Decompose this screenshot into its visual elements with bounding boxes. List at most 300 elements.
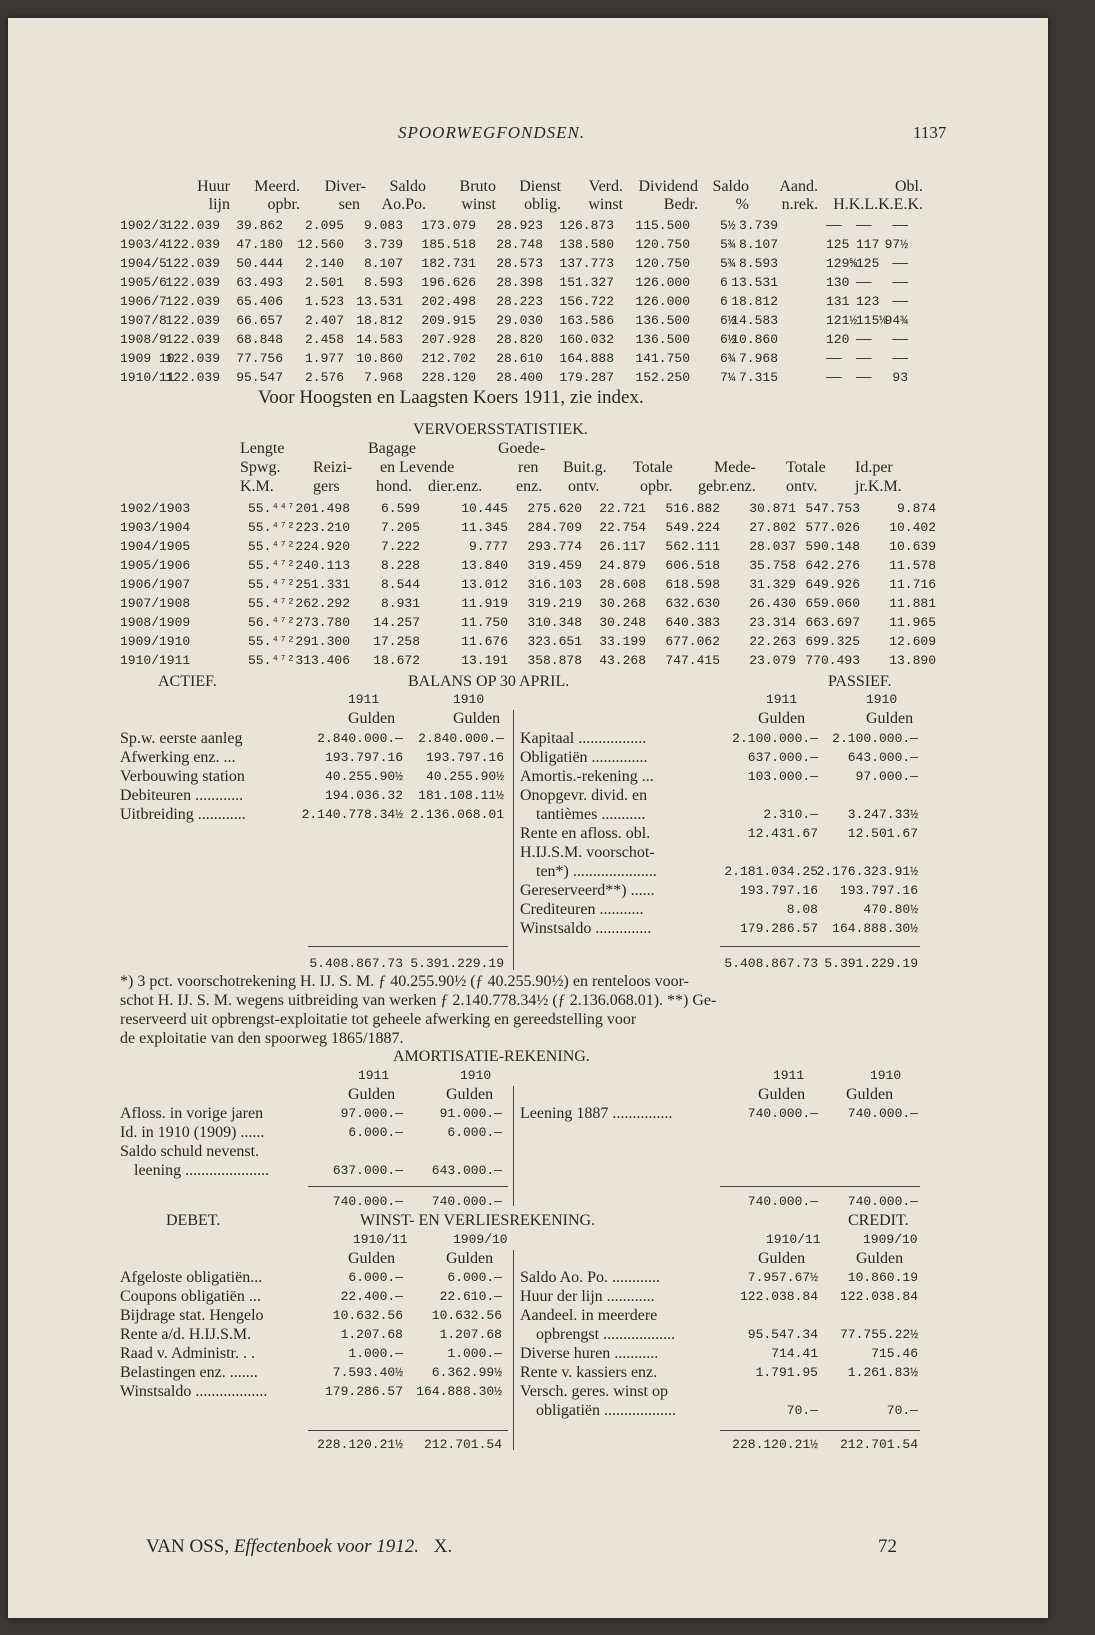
t1-cell: 164.888 (559, 351, 614, 366)
balance-year: 1911 (766, 692, 798, 707)
pl-left-value: 1.000.— (447, 1346, 502, 1361)
t1-cell: 8.593 (363, 275, 403, 290)
t1-cell: 122.039 (165, 275, 220, 290)
t2-cell: 7.222 (380, 539, 420, 554)
footer-publisher: VAN OSS, (146, 1536, 230, 1557)
t2-cell: 547.753 (805, 501, 860, 516)
balance-right-value: 12.501.67 (847, 826, 918, 841)
balance-footnote: de exploitatie van den spoorweg 1865/1887. (120, 1030, 404, 1047)
pl-left-value: 164.888.30½ (416, 1384, 502, 1399)
pl-left-value: 6.362.99½ (431, 1365, 502, 1380)
t1-header: winst (461, 196, 496, 213)
t2-header: Lengte (240, 440, 285, 457)
t1-cell: 39.862 (236, 218, 283, 233)
t2-cell: 26.430 (749, 596, 796, 611)
t2-cell: 30.248 (599, 615, 646, 630)
t2-cell: 55.⁴⁷² (248, 634, 295, 649)
amortisation-left-value: 91.000.— (439, 1106, 502, 1121)
t1-cell: 94¾ (884, 313, 908, 328)
t2-header: en Levende (380, 459, 455, 476)
balance-left-heading: ACTIEF. (158, 673, 217, 690)
t1-cell: 138.580 (559, 237, 614, 252)
t2-year: 1910/1911 (120, 653, 191, 668)
t1-cell: 6½ (720, 313, 736, 328)
t2-cell: 18.672 (373, 653, 420, 668)
t2-cell: 8.228 (380, 558, 420, 573)
t2-cell: 663.697 (805, 615, 860, 630)
t2-cell: 11.965 (889, 615, 936, 630)
t1-cell: 2.576 (304, 370, 344, 385)
pl-right-label: Aandeel. in meerdere (520, 1307, 658, 1324)
pl-right-value: 7.957.67½ (747, 1270, 818, 1285)
t2-cell: 358.878 (527, 653, 582, 668)
t1-cell: 228.120 (421, 370, 476, 385)
balance-unit: Gulden (758, 710, 806, 727)
t1-cell: 120 (826, 332, 850, 347)
pl-total: 212.701.54 (839, 1437, 918, 1452)
page-number: 1137 (913, 123, 947, 142)
t2-cell: 6.599 (380, 501, 420, 516)
t1-cell: 5¾ (720, 237, 736, 252)
balance-left-value: 193.797.16 (324, 750, 403, 765)
pl-year: 1910/11 (353, 1232, 408, 1247)
t2-header: Totale (633, 459, 673, 476)
pl-right-label: Diverse huren ........... (520, 1345, 659, 1362)
t1-cell: 182.731 (421, 256, 476, 271)
pl-left-value: 7.593.40½ (332, 1365, 403, 1380)
balance-right-value: 2.181.034.25 (724, 864, 818, 879)
t1-cell: 8.593 (738, 256, 778, 271)
balance-left-label: Debiteuren ............ (120, 787, 244, 804)
t1-cell: 18.812 (731, 294, 778, 309)
pl-left-value: 6.000.— (447, 1270, 502, 1285)
pl-divider (513, 1250, 514, 1450)
t1-note: Voor Hoogsten en Laagsten Koers 1911, zie index. (258, 387, 644, 408)
t2-cell: 56.⁴⁷² (248, 615, 295, 630)
t1-header: % (735, 196, 749, 213)
t2-header: Totale (786, 459, 826, 476)
amortisation-right-value: 740.000.— (747, 1106, 818, 1121)
amortisation-year: 1910 (460, 1068, 492, 1083)
t2-cell: 606.518 (665, 558, 720, 573)
t1-cell: —— (856, 332, 872, 347)
t2-cell: 10.445 (461, 501, 508, 516)
t1-cell: 136.500 (635, 313, 690, 328)
t2-year: 1902/1903 (120, 501, 191, 516)
t1-cell: 141.750 (635, 351, 690, 366)
pl-left-value: 10.632.56 (431, 1308, 502, 1323)
balance-right-label: Gereserveerd**) ...... (520, 882, 655, 899)
t1-cell: 28.923 (496, 218, 543, 233)
t2-cell: 310.348 (527, 615, 582, 630)
t1-cell: 5½ (720, 218, 736, 233)
t1-cell: 28.820 (496, 332, 543, 347)
amortisation-left-label: leening ..................... (134, 1162, 270, 1179)
t2-header: ontv. (786, 478, 818, 495)
t1-cell: 13.531 (356, 294, 403, 309)
t2-cell: 8.544 (380, 577, 420, 592)
t1-header: Diver- (324, 178, 366, 195)
t2-cell: 319.459 (527, 558, 582, 573)
amortisation-unit: Gulden (446, 1086, 494, 1103)
t1-cell: 77.756 (236, 351, 283, 366)
t2-cell: 251.331 (295, 577, 350, 592)
t1-cell: 126.873 (559, 218, 614, 233)
amortisation-year: 1911 (773, 1068, 805, 1083)
amortisation-right-label: Leening 1887 ............... (520, 1105, 673, 1122)
pl-right-label: Saldo Ao. Po. ............ (520, 1269, 661, 1286)
balance-unit: Gulden (866, 710, 914, 727)
t2-cell: 13.191 (461, 653, 508, 668)
t1-cell: 202.498 (421, 294, 476, 309)
t1-cell: 2.501 (304, 275, 344, 290)
t2-header: gers (313, 478, 340, 495)
balance-right-label: Onopgevr. divid. en (520, 787, 648, 804)
pl-left-value: 10.632.56 (332, 1308, 403, 1323)
t1-cell: 9.083 (363, 218, 403, 233)
t2-cell: 224.920 (295, 539, 350, 554)
t2-cell: 275.620 (527, 501, 582, 516)
balance-right-value: 643.000.— (847, 750, 918, 765)
t2-cell: 313.406 (295, 653, 350, 668)
amortisation-left-label: Saldo schuld nevenst. (120, 1143, 260, 1160)
t1-cell: 209.915 (421, 313, 476, 328)
t1-cell: 122.039 (165, 294, 220, 309)
amortisation-left-value: 97.000.— (340, 1106, 403, 1121)
t2-cell: 262.292 (295, 596, 350, 611)
t1-cell: 115⅛ (856, 313, 888, 328)
t1-cell: 8.107 (738, 237, 778, 252)
t1-cell: 120.750 (635, 256, 690, 271)
pl-total: 228.120.21½ (732, 1437, 818, 1452)
t2-cell: 632.630 (665, 596, 720, 611)
t1-year: 1902/3 (120, 218, 167, 233)
t2-year: 1906/1907 (120, 577, 191, 592)
footer-book-title: Effectenboek voor 1912. (233, 1536, 420, 1557)
t2-header: ren (518, 459, 539, 476)
t1-cell: 126.000 (635, 275, 690, 290)
balance-right-value: 12.431.67 (747, 826, 818, 841)
pl-right-value: 1.791.95 (755, 1365, 818, 1380)
t2-cell: 10.402 (889, 520, 936, 535)
pl-right-label: Huur der lijn ............ (520, 1288, 655, 1305)
t1-header: Aand. (779, 178, 818, 195)
balance-title: BALANS OP 30 APRIL. (408, 673, 570, 690)
t2-header: Buit.g. (563, 459, 607, 476)
t1-cell: —— (856, 275, 872, 290)
amortisation-left-label: Id. in 1910 (1909) ...... (120, 1124, 265, 1141)
t1-cell: —— (892, 275, 908, 290)
t1-header: Meerd. (254, 178, 300, 195)
t1-cell: —— (826, 370, 842, 385)
t1-cell: 207.928 (421, 332, 476, 347)
pl-right-value: 77.755.22½ (839, 1327, 918, 1342)
t2-header: Mede- (714, 459, 756, 476)
t1-cell: 28.223 (496, 294, 543, 309)
t1-cell: 3.739 (363, 237, 403, 252)
t2-cell: 43.268 (599, 653, 646, 668)
t1-cell: 29.030 (496, 313, 543, 328)
t1-header: Verd. (588, 178, 623, 195)
t2-cell: 659.060 (805, 596, 860, 611)
t1-cell: 66.657 (236, 313, 283, 328)
t1-cell: 7¼ (720, 370, 736, 385)
t1-cell: 130 (826, 275, 850, 290)
pl-right-value: 70.— (886, 1403, 918, 1418)
t2-cell: 319.219 (527, 596, 582, 611)
t2-cell: 291.300 (295, 634, 350, 649)
t1-cell: 152.250 (635, 370, 690, 385)
balance-right-label: Amortis.-rekening ... (520, 768, 654, 785)
t1-cell: 126.000 (635, 294, 690, 309)
t1-cell: 50.444 (236, 256, 283, 271)
t1-cell: 14.583 (356, 332, 403, 347)
balance-right-label: tantièmes ........... (536, 806, 646, 823)
amortisation-left-value: 6.000.— (348, 1125, 403, 1140)
t2-cell: 26.117 (599, 539, 646, 554)
t1-cell: 137.773 (559, 256, 614, 271)
t1-cell: 117 (856, 237, 880, 252)
t1-cell: 3.739 (738, 218, 778, 233)
balance-right-value: 164.888.30½ (832, 921, 918, 936)
t1-cell: 6½ (720, 332, 736, 347)
t2-cell: 23.079 (749, 653, 796, 668)
pl-left-value: 1.207.68 (340, 1327, 403, 1342)
footer-sheet-number: 72 (878, 1536, 897, 1557)
t1-cell: 12.560 (297, 237, 344, 252)
t1-cell: 10.860 (731, 332, 778, 347)
pl-left-label: Raad v. Administr. . . (120, 1345, 255, 1362)
t1-cell: 7.968 (363, 370, 403, 385)
t2-cell: 23.314 (749, 615, 796, 630)
pl-unit: Gulden (446, 1250, 494, 1267)
t2-year: 1909/1910 (120, 634, 191, 649)
t2-cell: 11.345 (461, 520, 508, 535)
t1-header: Obl. (895, 178, 923, 195)
t1-year: 1903/4 (120, 237, 167, 252)
t2-cell: 13.890 (889, 653, 936, 668)
t1-cell: 95.547 (236, 370, 283, 385)
t1-header: lijn (208, 196, 230, 213)
balance-right-label: ten*) ..................... (536, 863, 657, 880)
t1-cell: —— (856, 370, 872, 385)
amortisation-left-value: 643.000.— (431, 1163, 502, 1178)
amortisation-right-value: 740.000.— (847, 1106, 918, 1121)
t2-cell: 22.721 (599, 501, 646, 516)
t1-cell: 93 (892, 370, 908, 385)
t1-cell: 14.583 (731, 313, 778, 328)
t1-cell: 6 (720, 294, 728, 309)
t2-cell: 223.210 (295, 520, 350, 535)
balance-right-value: 2.100.000.— (732, 731, 818, 746)
t1-cell: 10.860 (356, 351, 403, 366)
t2-cell: 240.113 (295, 558, 350, 573)
t2-header: Spwg. (240, 459, 281, 476)
t1-cell: 115.500 (635, 218, 690, 233)
t1-year: 1907/8 (120, 313, 167, 328)
amortisation-year: 1910 (870, 1068, 902, 1083)
pl-right-value: 70.— (786, 1403, 818, 1418)
t2-cell: 13.012 (461, 577, 508, 592)
amortisation-year: 1911 (358, 1068, 390, 1083)
t2-header: jr.K.M. (855, 478, 902, 495)
balance-left-value: 2.840.000.— (317, 731, 403, 746)
t2-cell: 677.062 (665, 634, 720, 649)
t1-cell: 8.107 (363, 256, 403, 271)
t2-cell: 55.⁴⁴⁷ (248, 501, 295, 516)
pl-unit: Gulden (348, 1250, 396, 1267)
t1-cell: 63.493 (236, 275, 283, 290)
t2-cell: 31.329 (749, 577, 796, 592)
t1-cell: 7.315 (738, 370, 778, 385)
pl-total-rule (720, 1430, 920, 1431)
t2-title: VERVOERSSTATISTIEK. (413, 421, 588, 438)
t1-cell: 120.750 (635, 237, 690, 252)
t1-cell: 196.626 (421, 275, 476, 290)
t2-cell: 9.874 (896, 501, 936, 516)
t1-cell: 122.039 (165, 256, 220, 271)
pl-right-value: 122.038.84 (739, 1289, 818, 1304)
t2-cell: 640.383 (665, 615, 720, 630)
t1-year: 1906/7 (120, 294, 167, 309)
balance-total-rule (720, 946, 920, 947)
pl-right-value: 95.547.34 (747, 1327, 818, 1342)
t1-header: Dienst (519, 178, 561, 195)
balance-footnote: reserveerd uit opbrengst-exploitatie tot geheele afwerking en gereedstelling voor (120, 1011, 637, 1028)
t2-header: K.M. (240, 478, 274, 495)
t1-cell: 47.180 (236, 237, 283, 252)
balance-left-value: 40.255.90½ (425, 769, 504, 784)
t1-cell: 122.039 (165, 218, 220, 233)
t2-header: Id.per (855, 459, 893, 476)
amortisation-total-rule (308, 1186, 508, 1187)
t1-header: Saldo (389, 178, 426, 195)
t1-header: Dividend (638, 178, 698, 195)
t1-year: 1909 10 (120, 351, 175, 366)
t1-cell: 5¾ (720, 256, 736, 271)
pl-left-label: Coupons obligatiën ... (120, 1288, 261, 1305)
balance-right-value: 179.286.57 (739, 921, 818, 936)
t1-cell: 2.458 (304, 332, 344, 347)
pl-left-value: 179.286.57 (324, 1384, 403, 1399)
pl-left-value: 22.400.— (340, 1289, 403, 1304)
t1-header: Huur (197, 178, 230, 195)
t2-year: 1904/1905 (120, 539, 191, 554)
balance-right-value: 637.000.— (747, 750, 818, 765)
t1-year: 1910/11 (120, 370, 175, 385)
t2-cell: 30.871 (749, 501, 796, 516)
balance-right-label: Obligatiën .............. (520, 749, 648, 766)
balance-divider (513, 710, 514, 970)
footer-section: X. (433, 1536, 453, 1557)
pl-left-label: Winstsaldo .................. (120, 1383, 268, 1400)
t1-cell: 122.039 (165, 351, 220, 366)
t2-cell: 28.608 (599, 577, 646, 592)
t1-cell: 28.398 (496, 275, 543, 290)
balance-total: 5.391.229.19 (410, 956, 504, 971)
t2-cell: 55.⁴⁷² (248, 577, 295, 592)
pl-left-value: 1.207.68 (439, 1327, 502, 1342)
t2-year: 1908/1909 (120, 615, 191, 630)
balance-left-value: 40.255.90½ (324, 769, 403, 784)
balance-right-value: 2.176.323.91½ (816, 864, 918, 879)
t1-cell: 173.079 (421, 218, 476, 233)
t1-cell: 65.406 (236, 294, 283, 309)
t2-cell: 55.⁴⁷² (248, 539, 295, 554)
balance-right-label: Rente en afloss. obl. (520, 825, 651, 842)
t2-header: ontv. (568, 478, 600, 495)
pl-right-value: 10.860.19 (847, 1270, 918, 1285)
page-title: SPOORWEGFONDSEN. (398, 123, 586, 142)
t2-cell: 11.750 (461, 615, 508, 630)
t2-cell: 28.037 (749, 539, 796, 554)
t2-year: 1903/1904 (120, 520, 191, 535)
t2-cell: 24.879 (599, 558, 646, 573)
t2-header: Bagage (368, 440, 416, 457)
t2-header: hond. (376, 478, 412, 495)
balance-right-value: 470.80½ (863, 902, 918, 917)
t1-year: 1905/6 (120, 275, 167, 290)
amortisation-total: 740.000.— (847, 1194, 918, 1209)
pl-left-label: Rente a/d. H.IJ.S.M. (120, 1326, 252, 1343)
t2-header: dier.enz. (428, 478, 483, 495)
balance-footnote: schot H. IJ. S. M. wegens uitbreiding van werken ƒ 2.140.778.34½ (ƒ 2.136.068.01). **) Ge- (120, 992, 717, 1009)
pl-left-value: 22.610.— (439, 1289, 502, 1304)
balance-left-value: 194.036.32 (324, 788, 403, 803)
pl-left-label: Bijdrage stat. Hengelo (120, 1307, 264, 1324)
t1-cell: 1.977 (304, 351, 344, 366)
t2-cell: 11.881 (889, 596, 936, 611)
amortisation-left-value: 637.000.— (332, 1163, 403, 1178)
balance-total: 5.408.867.73 (724, 956, 818, 971)
t1-cell: —— (856, 218, 872, 233)
t1-cell: 123 (856, 294, 880, 309)
t2-cell: 284.709 (527, 520, 582, 535)
amortisation-unit: Gulden (846, 1086, 894, 1103)
balance-left-label: Verbouwing station (120, 768, 245, 785)
t1-cell: 156.722 (559, 294, 614, 309)
t1-cell: —— (826, 351, 842, 366)
t2-cell: 55.⁴⁷² (248, 653, 295, 668)
t2-year: 1905/1906 (120, 558, 191, 573)
t1-header: opbr. (267, 196, 300, 213)
pl-unit: Gulden (758, 1250, 806, 1267)
t1-cell: 7.968 (738, 351, 778, 366)
pl-right-value: 1.261.83½ (847, 1365, 918, 1380)
t2-cell: 770.493 (805, 653, 860, 668)
t2-header: gebr.enz. (698, 478, 756, 495)
t1-cell: 129⅝ (826, 256, 858, 271)
t2-header: enz. (516, 478, 543, 495)
t1-cell: —— (892, 294, 908, 309)
balance-left-value: 181.108.11½ (418, 788, 504, 803)
t2-cell: 55.⁴⁷² (248, 520, 295, 535)
t1-cell: 122.039 (165, 332, 220, 347)
t2-cell: 618.598 (665, 577, 720, 592)
t1-cell: 13.531 (731, 275, 778, 290)
amortisation-left-label: Afloss. in vorige jaren (120, 1105, 264, 1122)
t2-cell: 14.257 (373, 615, 420, 630)
balance-footnote: *) 3 pct. voorschotrekening H. IJ. S. M. ƒ 40.255.90½ (ƒ 40.255.90½) en renteloos voor- (120, 973, 689, 990)
footer (146, 1536, 452, 1558)
balance-left-value: 2.136.068.01 (410, 807, 504, 822)
pl-total-rule (308, 1430, 508, 1431)
t2-cell: 747.415 (665, 653, 720, 668)
t1-cell: 97½ (884, 237, 908, 252)
t2-cell: 316.103 (527, 577, 582, 592)
t1-header: sen (338, 196, 360, 213)
pl-right-label: Versch. geres. winst op (520, 1383, 668, 1400)
